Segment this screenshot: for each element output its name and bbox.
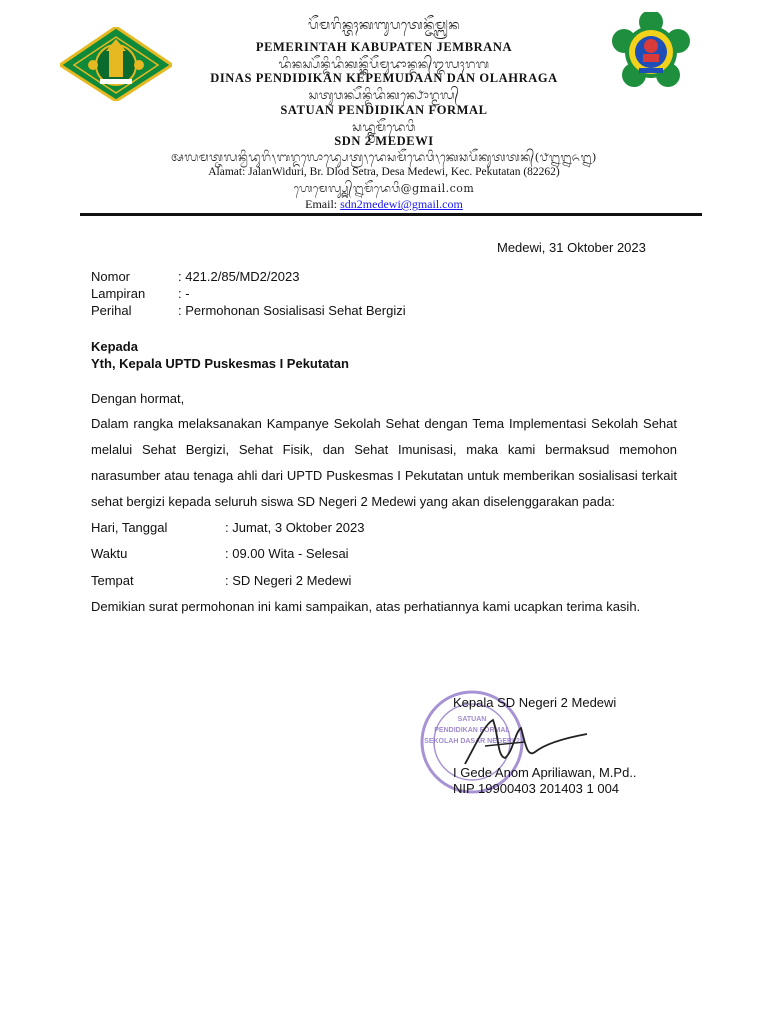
meta-value-nomor: : 421.2/85/MD2/2023 xyxy=(178,269,300,284)
balinese-line-5: ᬅᬮᬫᬢ᭄ᬚᬮᬦ᭄ᬯᬶᬤᬸᬭᬶ᭞ᬩᬭ᭄ᬤᬮᭀᬤ᭄ᬲᬾᬢ᭄ᬭ᭞ᬤᬾᬲᬫᭂᬤᬾᬯᬶ᭞ᬓᬾᬘᬧᭂᬓᬸᬢᬢᬦ᭄(᭘᭒᭒᭖᭒) xyxy=(171,150,597,164)
meta-value-lampiran: : - xyxy=(178,286,190,301)
header-divider xyxy=(80,213,702,216)
email-link[interactable]: sdn2medewi@gmail.com xyxy=(340,197,463,211)
signatory-name: I Gede Anom Apriliawan, M.Pd.. xyxy=(453,765,637,780)
meta-label-nomor: Nomor xyxy=(91,269,131,284)
detail-value-place: : SD Negeri 2 Medewi xyxy=(225,573,352,588)
meta-value-perihal: : Permohonan Sosialisasi Sehat Bergizi xyxy=(178,303,406,318)
email-label: Email: xyxy=(305,197,338,211)
school-name: SDN 2 MEDEWI xyxy=(334,134,434,148)
body-paragraph: Dalam rangka melaksanakan Kampanye Sekolah Sehat dengan Tema Implementasi Sekolah Sehat melalui Sehat Bergizi, Sehat Fisik, dan Sehat Imunisasi, maka kami bermaksud memohon narasumber atau tenaga ahli dari UPTD Puskesmas I Pekutatan untuk memberikan sosialisasi terkait sehat bergizi kepada seluruh siswa SD Negeri 2 Medewi yang akan diselenggarakan pada: xyxy=(91,416,677,509)
balinese-line-2: ᬤᬶᬦᬲ᭄ᬧᭂᬦ᭄ᬤᬶᬤᬶᬓᬦ᭄ᬓᭂᬧᭂᬫᬸᬤᬵᬦ᭄ᬤᬦ᭄ᬑᬮᬄᬭᬕ xyxy=(278,57,490,71)
meta-label-perihal: Perihal xyxy=(91,303,132,318)
balinese-line-1: ᬧᭂᬫᬭᬶᬦ᭄ᬢᬄᬓᬩᬸᬧᬢᬾᬦ᭄ᬚᭂᬫ᭄ᬩ᭄ᬭᬦ xyxy=(308,18,460,33)
greeting: Dengan hormat, xyxy=(91,391,185,406)
meta-label-lampiran: Lampiran xyxy=(91,286,146,301)
detail-value-date: : Jumat, 3 Oktober 2023 xyxy=(225,520,365,535)
recipient-label: Kepada xyxy=(91,339,138,354)
signatory-title: Kepala SD Negeri 2 Medewi xyxy=(453,695,617,710)
detail-value-time: : 09.00 Wita - Selesai xyxy=(225,546,349,561)
detail-label-date: Hari, Tanggal xyxy=(91,520,168,535)
stamp-text-2: PENDIDIKAN FORMAL xyxy=(434,727,510,734)
balinese-line-3: ᬲᬢᬸᬯᬦ᭄ᬧᭂᬦ᭄ᬤᬶᬤᬶᬓᬦ᭄ᬨᭀᬭ᭄ᬫᬮ᭄ xyxy=(308,88,460,102)
address: Alamat: JalanWiduri, Br. Dlod Setra, Desa Medewi, Kec. Pekutatan (82262) xyxy=(208,166,560,178)
office-name: DINAS PENDIDIKAN KEPEMUDAAN DAN OLAHRAGA xyxy=(210,71,558,85)
balinese-line-6: ᬳᬾᬫᬾᬮ᭄ᬲ᭄ᬤ᭄ᬦ᭄᭒ᬫᭂᬤᬾᬯᬶ@gmail.com xyxy=(293,182,475,195)
detail-label-time: Waktu xyxy=(91,546,128,561)
unit-name: SATUAN PENDIDIKAN FORMAL xyxy=(280,103,488,117)
stamp-text-3: SEKOLAH DASAR NEGERI 2 xyxy=(424,738,520,745)
closing-sentence: Demikian surat permohonan ini kami sampaikan, atas perhatiannya kami ucapkan terima kasih. xyxy=(91,599,641,614)
signatory-nip: NIP 19900403 201403 1 004 xyxy=(453,781,620,796)
place-date: Medewi, 31 Oktober 2023 xyxy=(497,240,646,255)
government-name: PEMERINTAH KABUPATEN JEMBRANA xyxy=(255,40,513,54)
handwritten-signature xyxy=(455,712,595,772)
email-line xyxy=(0,197,768,212)
detail-label-place: Tempat xyxy=(91,573,134,588)
balinese-line-4: ᬲᬤ᭄ᬦ᭄ᬤ᭄ᬯᬫᭂᬤᬾᬯᬶ xyxy=(352,120,416,134)
stamp-text-1: SATUAN xyxy=(457,716,487,723)
recipient-name: Yth, Kepala UPTD Puskesmas I Pekutatan xyxy=(91,356,349,371)
